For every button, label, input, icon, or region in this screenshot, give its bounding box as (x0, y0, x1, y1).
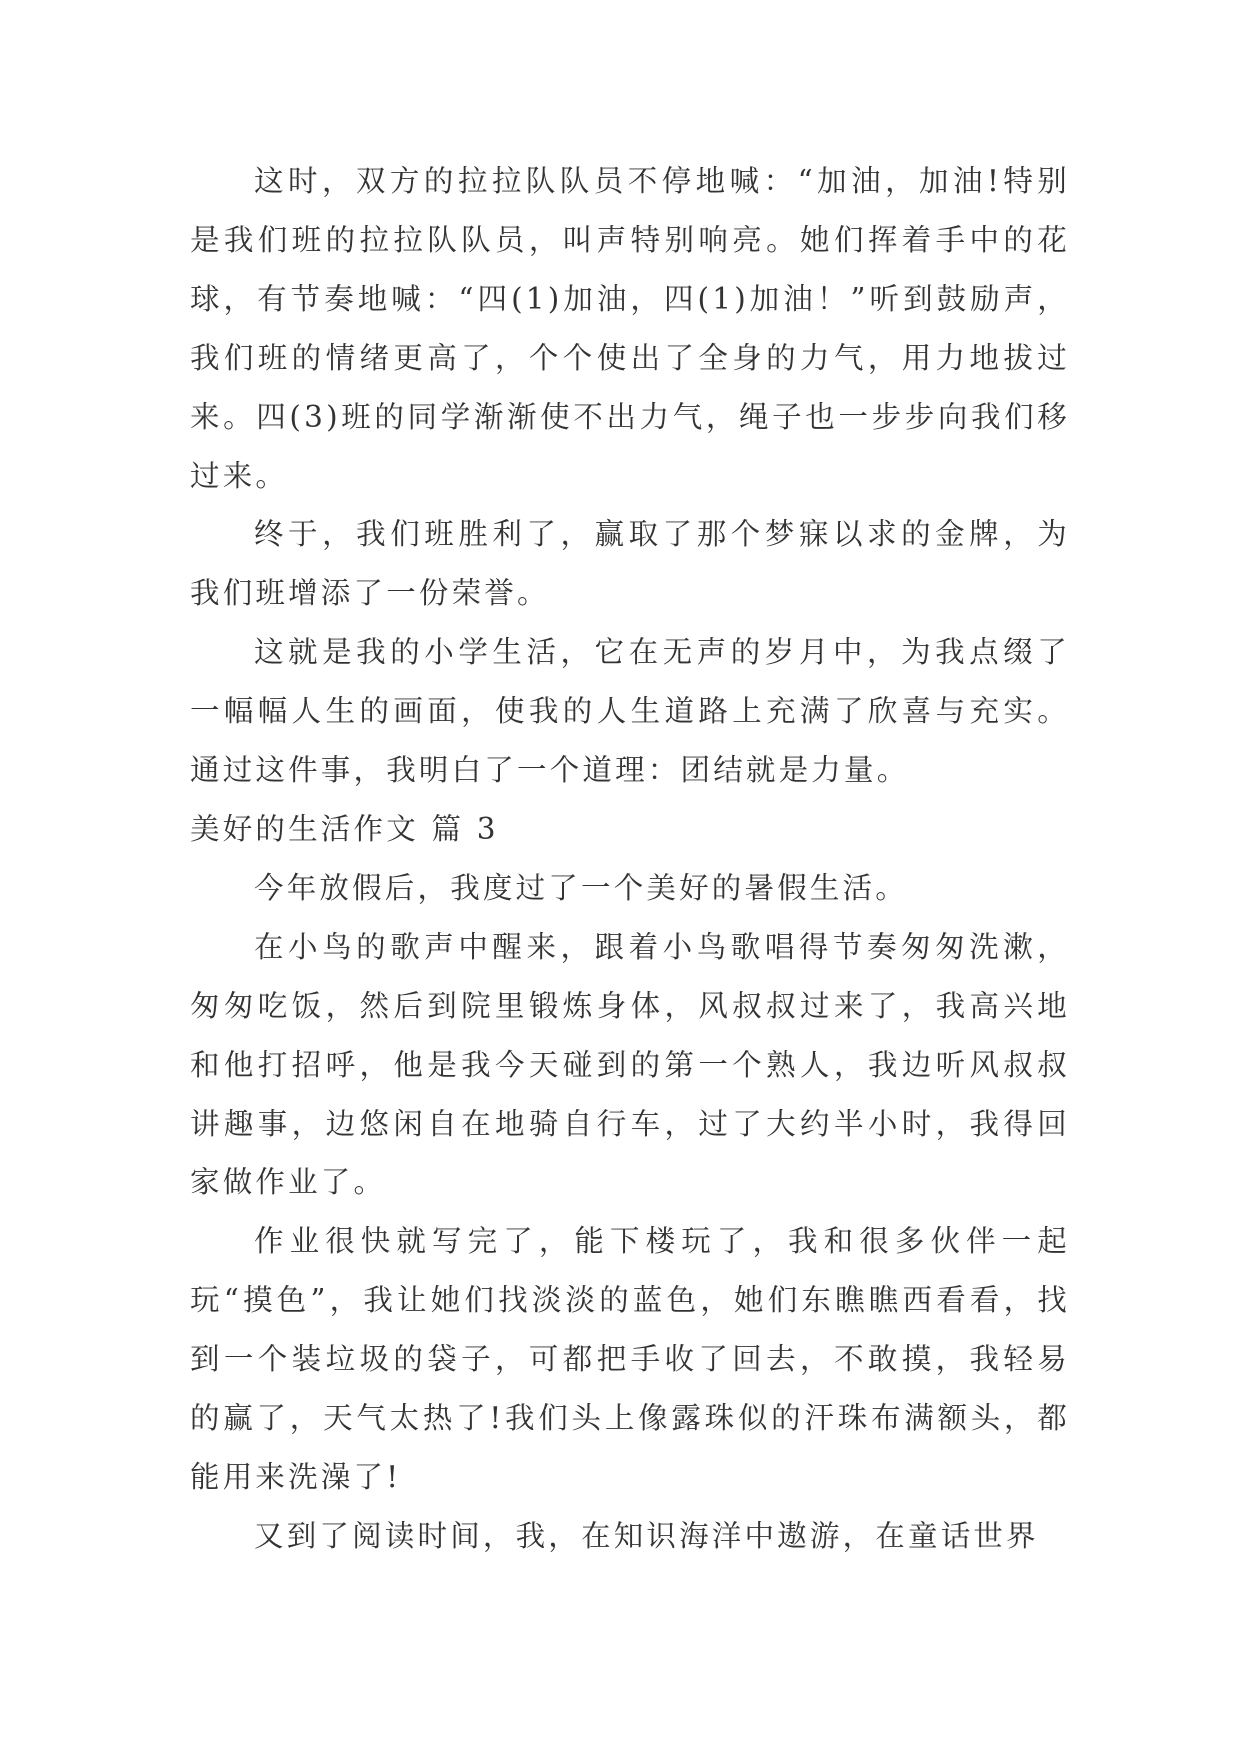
paragraph-morning: 在小鸟的歌声中醒来，跟着小鸟歌唱得节奏匆匆洗漱，匆匆吃饭，然后到院里锻炼身体，风叔叔过来了，我高兴地和他打招呼，他是我今天碰到的第一个熟人，我边听风叔叔讲趣事，边悠闲自在地骑自行车，过了大约半小时，我得回家做作业了。 (190, 929, 1070, 1200)
paragraph-playing: 作业很快就写完了，能下楼玩了，我和很多伙伴一起玩“摸色”，我让她们找淡淡的蓝色，她们东瞧瞧西看看，找到一个装垃圾的袋子，可都把手收了回去，不敢摸，我轻易的赢了，天气太热了!我们头上像露珠似的汗珠布满额头，都能用来洗澡了! (190, 1224, 1070, 1494)
body-text (190, 152, 1070, 1566)
paragraph-reading: 又到了阅读时间，我，在知识海洋中遨游，在童话世界 (254, 1518, 1039, 1553)
paragraph-summer-intro: 今年放假后，我度过了一个美好的暑假生活。 (254, 870, 909, 905)
paragraph-tug-of-war-cheering: 这时，双方的拉拉队队员不停地喊：“加油，加油!特别是我们班的拉拉队队员，叫声特别响亮。她们挥着手中的花球，有节奏地喊：“四(1)加油，四(1)加油！”听到鼓励声，我们班的情绪更高了，个个使出了全身的力气，用力地拔过来。四(3)班的同学渐渐使不出力气，绳子也一步步向我们移过来。 (190, 164, 1070, 493)
section-heading: 美好的生活作文 篇 3 (190, 811, 499, 846)
paragraph-conclusion: 这就是我的小学生活，它在无声的岁月中，为我点缀了一幅幅人生的画面，使我的人生道路上充满了欣喜与充实。通过这件事，我明白了一个道理：团结就是力量。 (190, 635, 1070, 788)
paragraph-victory: 终于，我们班胜利了，赢取了那个梦寐以求的金牌，为我们班增添了一份荣誉。 (190, 517, 1070, 611)
